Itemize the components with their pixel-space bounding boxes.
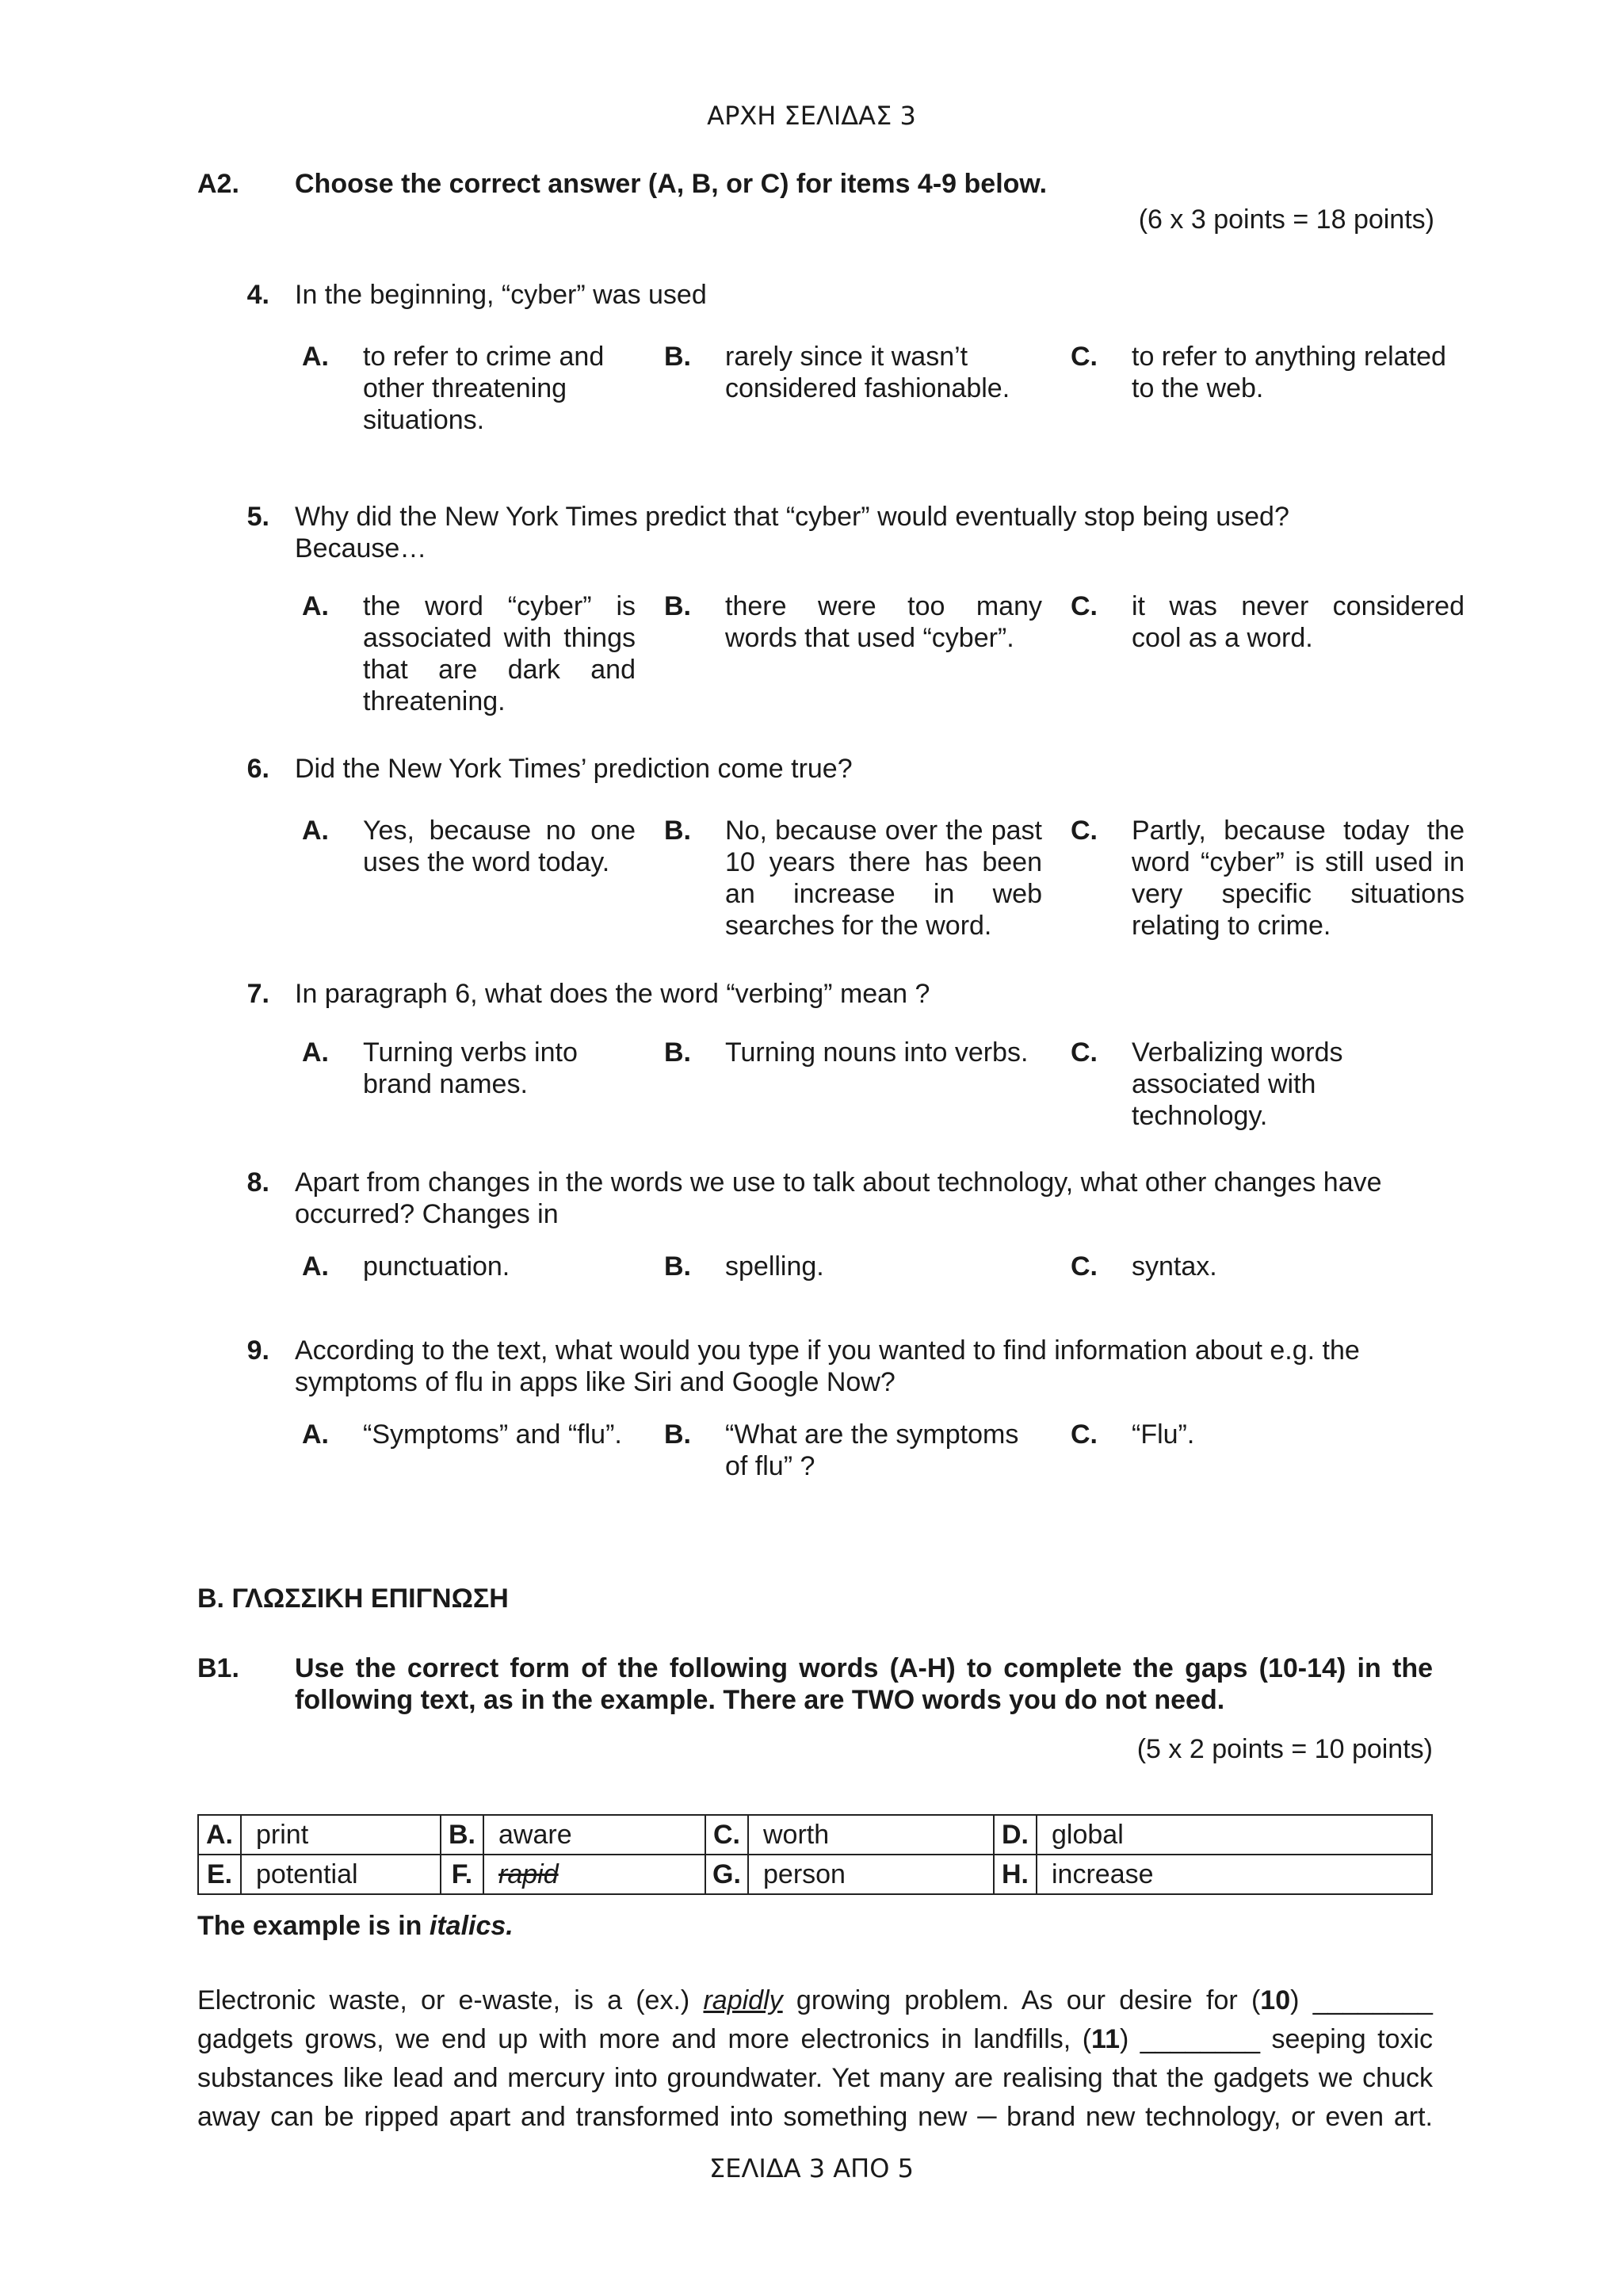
option-a-text: punctuation. — [363, 1251, 510, 1282]
question-text: Apart from changes in the words we use to talk about technology, what other changes have occurred? Changes in — [295, 1167, 1382, 1229]
option-letter: C. — [1071, 1037, 1098, 1068]
word-cell: worth — [748, 1815, 994, 1855]
section-a2-points: (6 x 3 points = 18 points) — [1138, 204, 1434, 235]
word-letter: B. — [441, 1815, 483, 1855]
question-number: 7. — [246, 979, 269, 1009]
word-cell: person — [748, 1855, 994, 1894]
word-bank-table — [197, 1814, 1433, 1895]
question-text: In paragraph 6, what does the word “verbing” mean ? — [295, 979, 930, 1009]
example-word-struck: rapid — [498, 1859, 559, 1889]
option-letter: B. — [664, 591, 691, 621]
section-b1-label: B1. — [197, 1653, 239, 1683]
example-note-prefix: The example is in — [197, 1911, 430, 1941]
option-b-text: “What are the symptoms of flu” ? — [725, 1419, 1019, 1481]
question-number: 6. — [246, 754, 269, 784]
option-letter: B. — [664, 1419, 691, 1450]
option-letter: B. — [664, 342, 691, 372]
word-letter: A. — [198, 1815, 241, 1855]
option-letter: C. — [1071, 1251, 1098, 1282]
option-c-text: to refer to anything related to the web. — [1132, 342, 1446, 403]
question-number: 5. — [246, 502, 269, 532]
example-note — [197, 1910, 514, 1942]
option-letter: C. — [1071, 1419, 1098, 1450]
option-a-text: Turning verbs into brand names. — [363, 1037, 578, 1099]
option-a-text: to refer to crime and other threatening situations. — [363, 342, 605, 435]
passage-text: ) ________ seeping toxic substances like lead and mercury into groundwater. Yet many are realising that the gadgets we chuck away can be ripped apart and transformed into something new ─ brand new technology, or even art. — [197, 2024, 1433, 2132]
word-letter: D. — [994, 1815, 1037, 1855]
option-c-text: Verbalizing words associated with technology. — [1132, 1037, 1343, 1131]
option-letter: A. — [302, 1037, 329, 1068]
option-letter: B. — [664, 816, 691, 846]
option-a-text: “Symptoms” and “flu”. — [363, 1419, 622, 1450]
option-a-text: the word “cyber” is associated with things that are dark and threatening. — [363, 591, 636, 716]
section-b-title: Β. ΓΛΩΣΣΙΚΗ ΕΠΙΓΝΩΣΗ — [197, 1584, 509, 1614]
section-b1-points: (5 x 2 points = 10 points) — [1136, 1734, 1433, 1764]
option-letter: A. — [302, 1251, 329, 1282]
option-letter: A. — [302, 816, 329, 846]
section-b1-instruction: Use the correct form of the following words (A-H) to complete the gaps (10-14) in the following text, as in the example. There are TWO words you do not need. — [295, 1653, 1433, 1715]
word-cell: potential — [241, 1855, 441, 1894]
option-letter: C. — [1071, 591, 1098, 621]
gap-number: 10 — [1260, 1985, 1291, 2015]
passage-text: growing problem. As our desire for ( — [782, 1985, 1261, 2015]
page-footer: ΣΕΛΙΔΑ 3 ΑΠΟ 5 — [709, 2153, 914, 2183]
word-letter: F. — [441, 1855, 483, 1894]
word-cell: aware — [483, 1815, 705, 1855]
passage-text: ) ________ gadgets grows, we end up with more and more electronics in landfills, ( — [197, 1985, 1433, 2054]
passage-text: Electronic waste, or e-waste, is a (ex.) — [197, 1985, 704, 2015]
option-letter: B. — [664, 1037, 691, 1068]
option-letter: A. — [302, 342, 329, 372]
gap-number: 11 — [1091, 2024, 1120, 2054]
option-letter: B. — [664, 1251, 691, 1282]
option-b-text: rarely since it wasn’t considered fashionable. — [725, 342, 1010, 403]
table-row — [198, 1855, 1432, 1894]
option-c-text: syntax. — [1132, 1251, 1217, 1282]
question-text: According to the text, what would you type if you wanted to find information about e.g. the symptoms of flu in apps like Siri and Google Now? — [295, 1335, 1360, 1397]
option-letter: A. — [302, 591, 329, 621]
question-number: 8. — [246, 1167, 269, 1198]
example-note-italic: italics. — [429, 1911, 514, 1941]
option-c-text: Partly, because today the word “cyber” is still used in very specific situations relating to crime. — [1132, 816, 1465, 941]
option-c-text: it was never considered cool as a word. — [1132, 591, 1465, 653]
word-cell: increase — [1037, 1855, 1432, 1894]
word-letter: H. — [994, 1855, 1037, 1894]
word-letter: E. — [198, 1855, 241, 1894]
word-cell: print — [241, 1815, 441, 1855]
question-text: Why did the New York Times predict that “cyber” would eventually stop being used? Because… — [295, 502, 1289, 563]
option-b-text: there were too many words that used “cyber”. — [725, 591, 1042, 653]
option-b-text: Turning nouns into verbs. — [725, 1037, 1029, 1068]
question-number: 4. — [246, 280, 269, 310]
option-b-text: No, because over the past 10 years there has been an increase in web searches for the word. — [725, 816, 1042, 941]
option-b-text: spelling. — [725, 1251, 824, 1282]
option-c-text: “Flu”. — [1132, 1419, 1195, 1450]
question-text: In the beginning, “cyber” was used — [295, 280, 707, 310]
word-letter: C. — [705, 1815, 748, 1855]
option-letter: C. — [1071, 816, 1098, 846]
word-cell: global — [1037, 1815, 1432, 1855]
section-a2-label: A2. — [197, 169, 239, 199]
word-letter: G. — [705, 1855, 748, 1894]
option-letter: A. — [302, 1419, 329, 1450]
passage-example-word: rapidly — [703, 1985, 783, 2015]
option-a-text: Yes, because no one uses the word today. — [363, 816, 636, 877]
question-number: 9. — [246, 1335, 269, 1366]
question-text: Did the New York Times’ prediction come true? — [295, 754, 853, 784]
passage — [197, 1981, 1433, 2137]
page-header: ΑΡΧΗ ΣΕΛΙΔΑΣ 3 — [707, 101, 916, 131]
section-a2-instruction: Choose the correct answer (A, B, or C) for items 4-9 below. — [295, 169, 1048, 199]
table-row — [198, 1815, 1432, 1855]
word-cell — [483, 1855, 705, 1894]
option-letter: C. — [1071, 342, 1098, 372]
